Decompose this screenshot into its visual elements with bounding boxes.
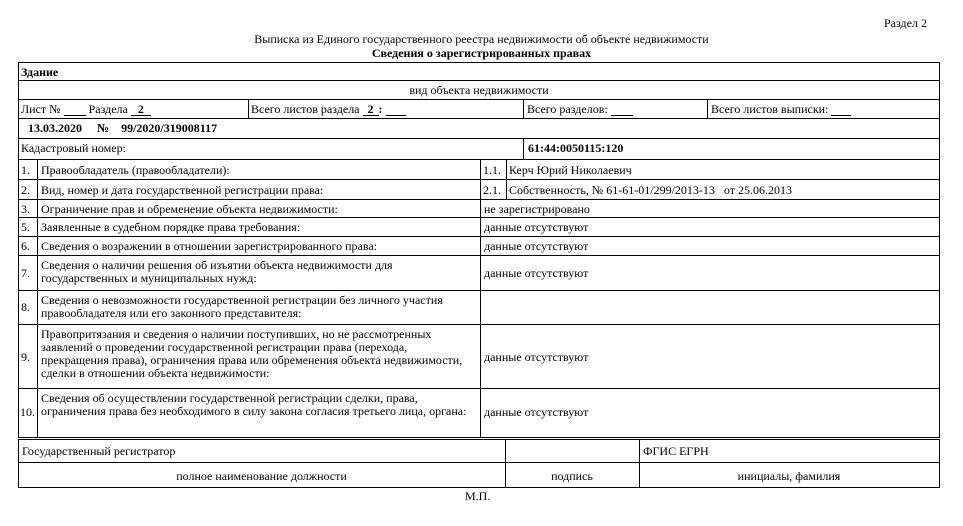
- total-sheets-section-value: 2: [363, 103, 379, 116]
- sheet-number: [21, 102, 151, 116]
- section-value: 2: [131, 103, 151, 116]
- doc-number: 99/2020/319008117: [121, 121, 218, 135]
- cadastral-label: Кадастровый номер:: [21, 141, 126, 155]
- total-sheets-section: Всего листов раздела 2 :: [251, 102, 406, 116]
- total-sections-label: Всего разделов:: [527, 102, 608, 116]
- object-type-caption: вид объекта недвижимости: [409, 83, 549, 97]
- row-subnumber: 2.1.: [483, 183, 501, 197]
- row-label: Ограничение прав и обременение объекта недвижимости:: [41, 202, 338, 216]
- section-label: Раздел 2: [884, 16, 927, 30]
- row-value: данные отсутствуют: [484, 350, 589, 364]
- row-number: 5.: [21, 220, 30, 234]
- total-sheets-extract-label: Всего листов выписки:: [711, 102, 829, 116]
- row-label: Заявленные в судебном порядке права требования:: [41, 220, 301, 234]
- row-label: Правообладатель (правообладатели):: [41, 163, 230, 177]
- document-subtitle: Сведения о зарегистрированных правах: [371, 46, 592, 60]
- caption-signature: подпись: [551, 469, 593, 483]
- row-value: данные отсутствуют: [484, 239, 589, 253]
- row-value: не зарегистрировано: [484, 202, 590, 216]
- row-number: 2.: [21, 183, 30, 197]
- row-number: 3.: [21, 202, 30, 216]
- row-number: 8.: [21, 300, 30, 314]
- registrar-system: ФГИС ЕГРН: [643, 444, 709, 458]
- stamp-label: М.П.: [465, 489, 491, 503]
- row-subnumber: 1.1.: [483, 163, 501, 177]
- row-value: данные отсутствуют: [484, 220, 589, 234]
- row-label: Сведения об осуществлении государственной регистрации сделки, права, ограничения права без необходимого в силу закона согласия третьего лица, органа:: [41, 391, 467, 418]
- doc-number-label: №: [97, 121, 110, 135]
- row-label: Сведения о невозможности государственной регистрации без личного участия правообладателя или его законного представителя:: [41, 293, 443, 320]
- total-sections: [527, 102, 633, 116]
- row-number: 1.: [21, 163, 30, 177]
- sheet-label: Лист №: [21, 102, 61, 116]
- row-label: Правопритязания и сведения о наличии поступивших, но не рассмотренных заявлений о проведении государственной регистрации права (перехода, прекращения права), ограничения права или обременения объекта недвижимости, сделки в отношении объекта недвижимости:: [41, 327, 463, 380]
- row-number: 9.: [21, 350, 30, 364]
- row-number: 10.: [20, 405, 35, 419]
- row-label: Сведения о наличии решения об изъятии объекта недвижимости для государственных и муниципальных нужд:: [41, 258, 393, 285]
- registrar-position: Государственный регистратор: [22, 444, 176, 458]
- row-value: данные отсутствуют: [484, 266, 589, 280]
- cadastral-value: 61:44:0050115:120: [528, 141, 624, 155]
- row-label: Вид, номер и дата государственной регистрации права:: [41, 183, 324, 197]
- row-value: Керч Юрий Николаевич: [509, 163, 632, 177]
- section-label-inline: Раздела: [88, 102, 128, 116]
- row-number: 7.: [21, 266, 30, 280]
- total-sheets-extract: [711, 102, 851, 116]
- object-type: Здание: [21, 65, 59, 79]
- row-label: Сведения о возражении в отношении зарегистрированного права:: [41, 239, 378, 253]
- caption-position: полное наименование должности: [176, 469, 347, 483]
- document-title: Выписка из Единого государственного реестра недвижимости об объекте недвижимости: [254, 32, 709, 46]
- row-value: данные отсутствуют: [484, 405, 589, 419]
- row-number: 6.: [21, 239, 30, 253]
- total-sheets-section-label: Всего листов раздела: [251, 102, 360, 116]
- doc-date: 13.03.2020: [28, 121, 82, 135]
- doc-date-number: [28, 121, 217, 135]
- caption-name: инициалы, фамилия: [737, 469, 841, 483]
- row-value: Собственность, № 61-61-01/299/2013-13 от 25.06.2013: [509, 183, 792, 197]
